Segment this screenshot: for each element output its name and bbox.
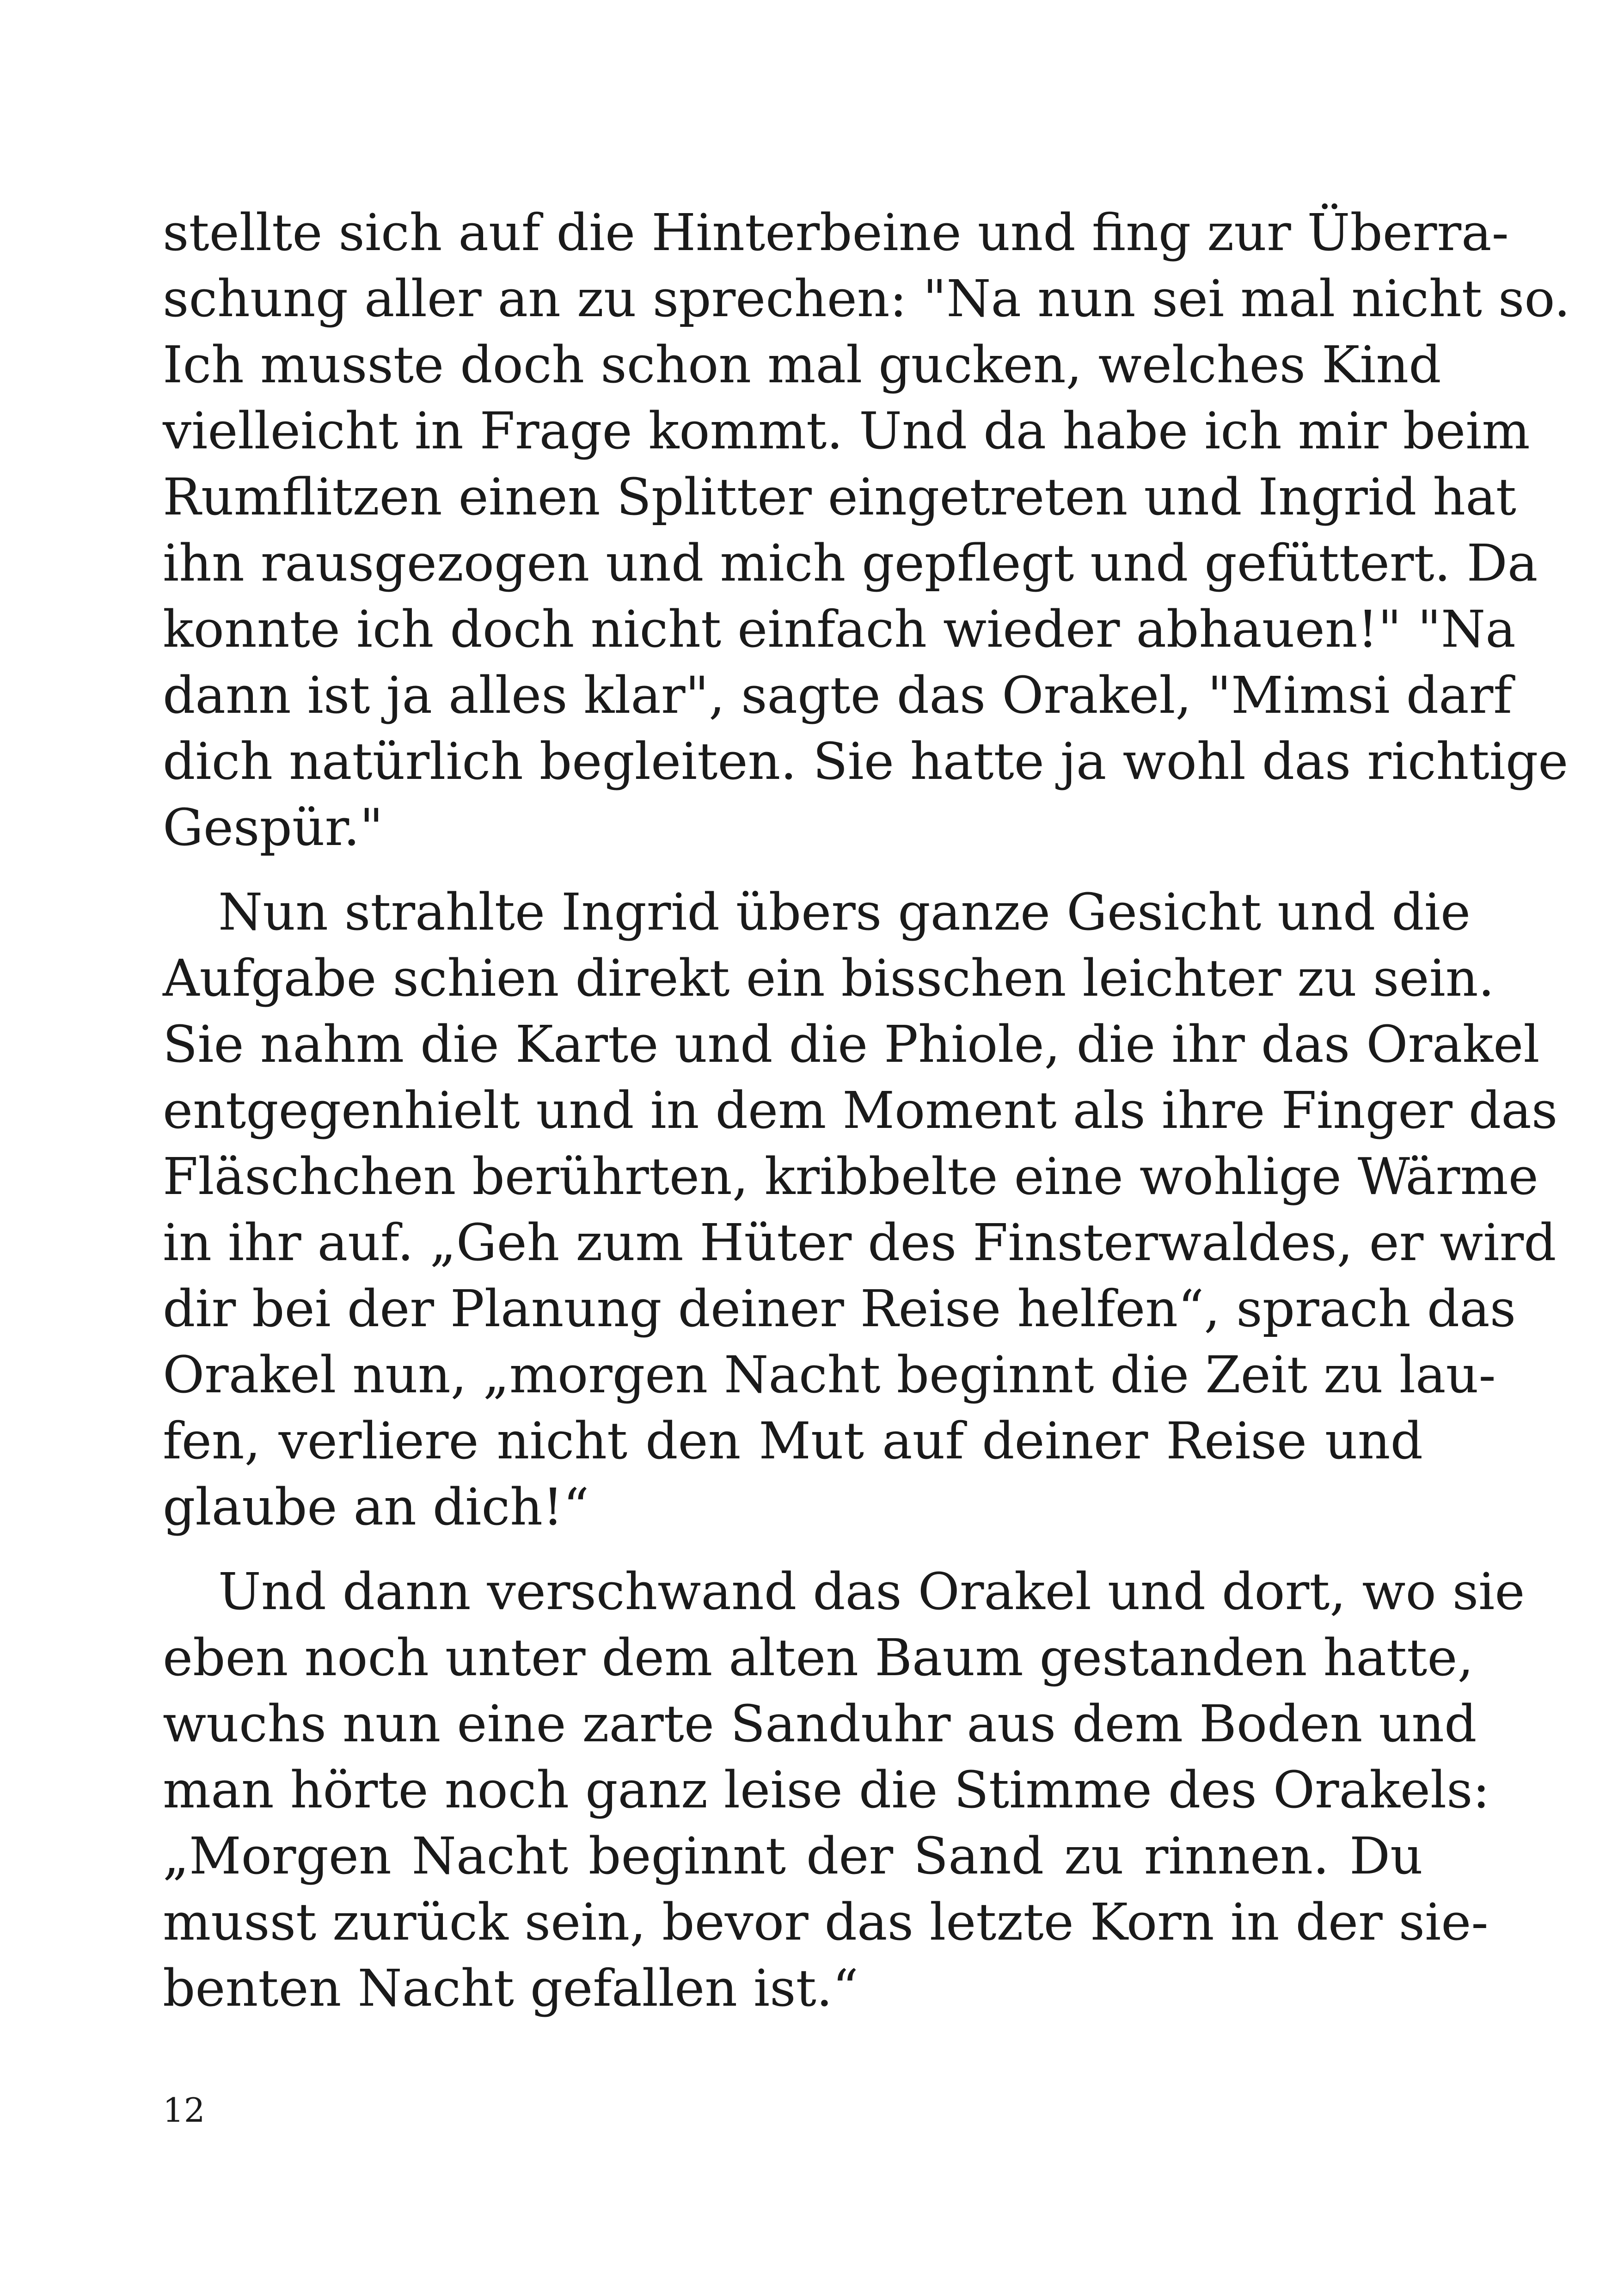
text-line: dir bei der Planung deiner Reise helfen“, sprach das [163,1279,1516,1338]
paragraph-3 [163,1559,1525,2021]
text-line: dann ist ja alles klar", sagte das Orakel, "Mimsi darf [163,666,1513,725]
text-line: Orakel nun, „morgen Nacht beginnt die Zeit zu lau- [163,1345,1496,1404]
text-line: benten Nacht gefallen ist.“ [163,1959,859,2018]
text-line: Aufgabe schien direkt ein bisschen leichter zu sein. [163,949,1495,1008]
text-line: glaube an dich!“ [163,1477,589,1537]
text-line: Gespür." [163,798,383,857]
text-line: konnte ich doch nicht einfach wieder abhauen!" "Na [163,600,1516,659]
text-line: wuchs nun eine zarte Sanduhr aus dem Boden und [163,1694,1477,1753]
text-line: Sie nahm die Karte und die Phiole, die ihr das Orakel [163,1015,1540,1074]
text-line: Rumflitzen einen Splitter eingetreten und Ingrid hat [163,467,1516,527]
text-line: stellte sich auf die Hinterbeine und fing zur Überra- [163,203,1509,262]
text-line: schung aller an zu sprechen: "Na nun sei mal nicht so. [163,269,1570,328]
text-line: dich natürlich begleiten. Sie hatte ja wohl das richtige [163,732,1569,791]
text-line: vielleicht in Frage kommt. Und da habe ich mir beim [163,401,1530,460]
text-line: musst zurück sein, bevor das letzte Korn in der sie- [163,1892,1489,1952]
text-line: ihn rausgezogen und mich gepflegt und gefüttert. Da [163,533,1538,593]
text-line: entgegenhielt und in dem Moment als ihre Finger das [163,1081,1558,1140]
page-number: 12 [163,2091,205,2130]
paragraph-2 [163,879,1558,1540]
text-line: Und dann verschwand das Orakel und dort, wo sie [218,1562,1525,1621]
text-line: Ich musste doch schon mal gucken, welches Kind [163,335,1441,394]
text-line: eben noch unter dem alten Baum gestanden hatte, [163,1628,1474,1687]
text-line: man hörte noch ganz leise die Stimme des Orakels: [163,1760,1490,1819]
text-line: Fläschchen berührten, kribbelte eine wohlige Wärme [163,1147,1538,1206]
text-line: „Morgen Nacht beginnt der Sand zu rinnen. Du [163,1826,1423,1886]
text-line: in ihr auf. „Geh zum Hüter des Finsterwaldes, er wird [163,1213,1557,1272]
text-line: fen, verliere nicht den Mut auf deiner Reise und [163,1411,1423,1470]
paragraph-1 [163,200,1570,861]
text-line: Nun strahlte Ingrid übers ganze Gesicht und die [218,882,1471,942]
body-text [163,200,1570,2021]
